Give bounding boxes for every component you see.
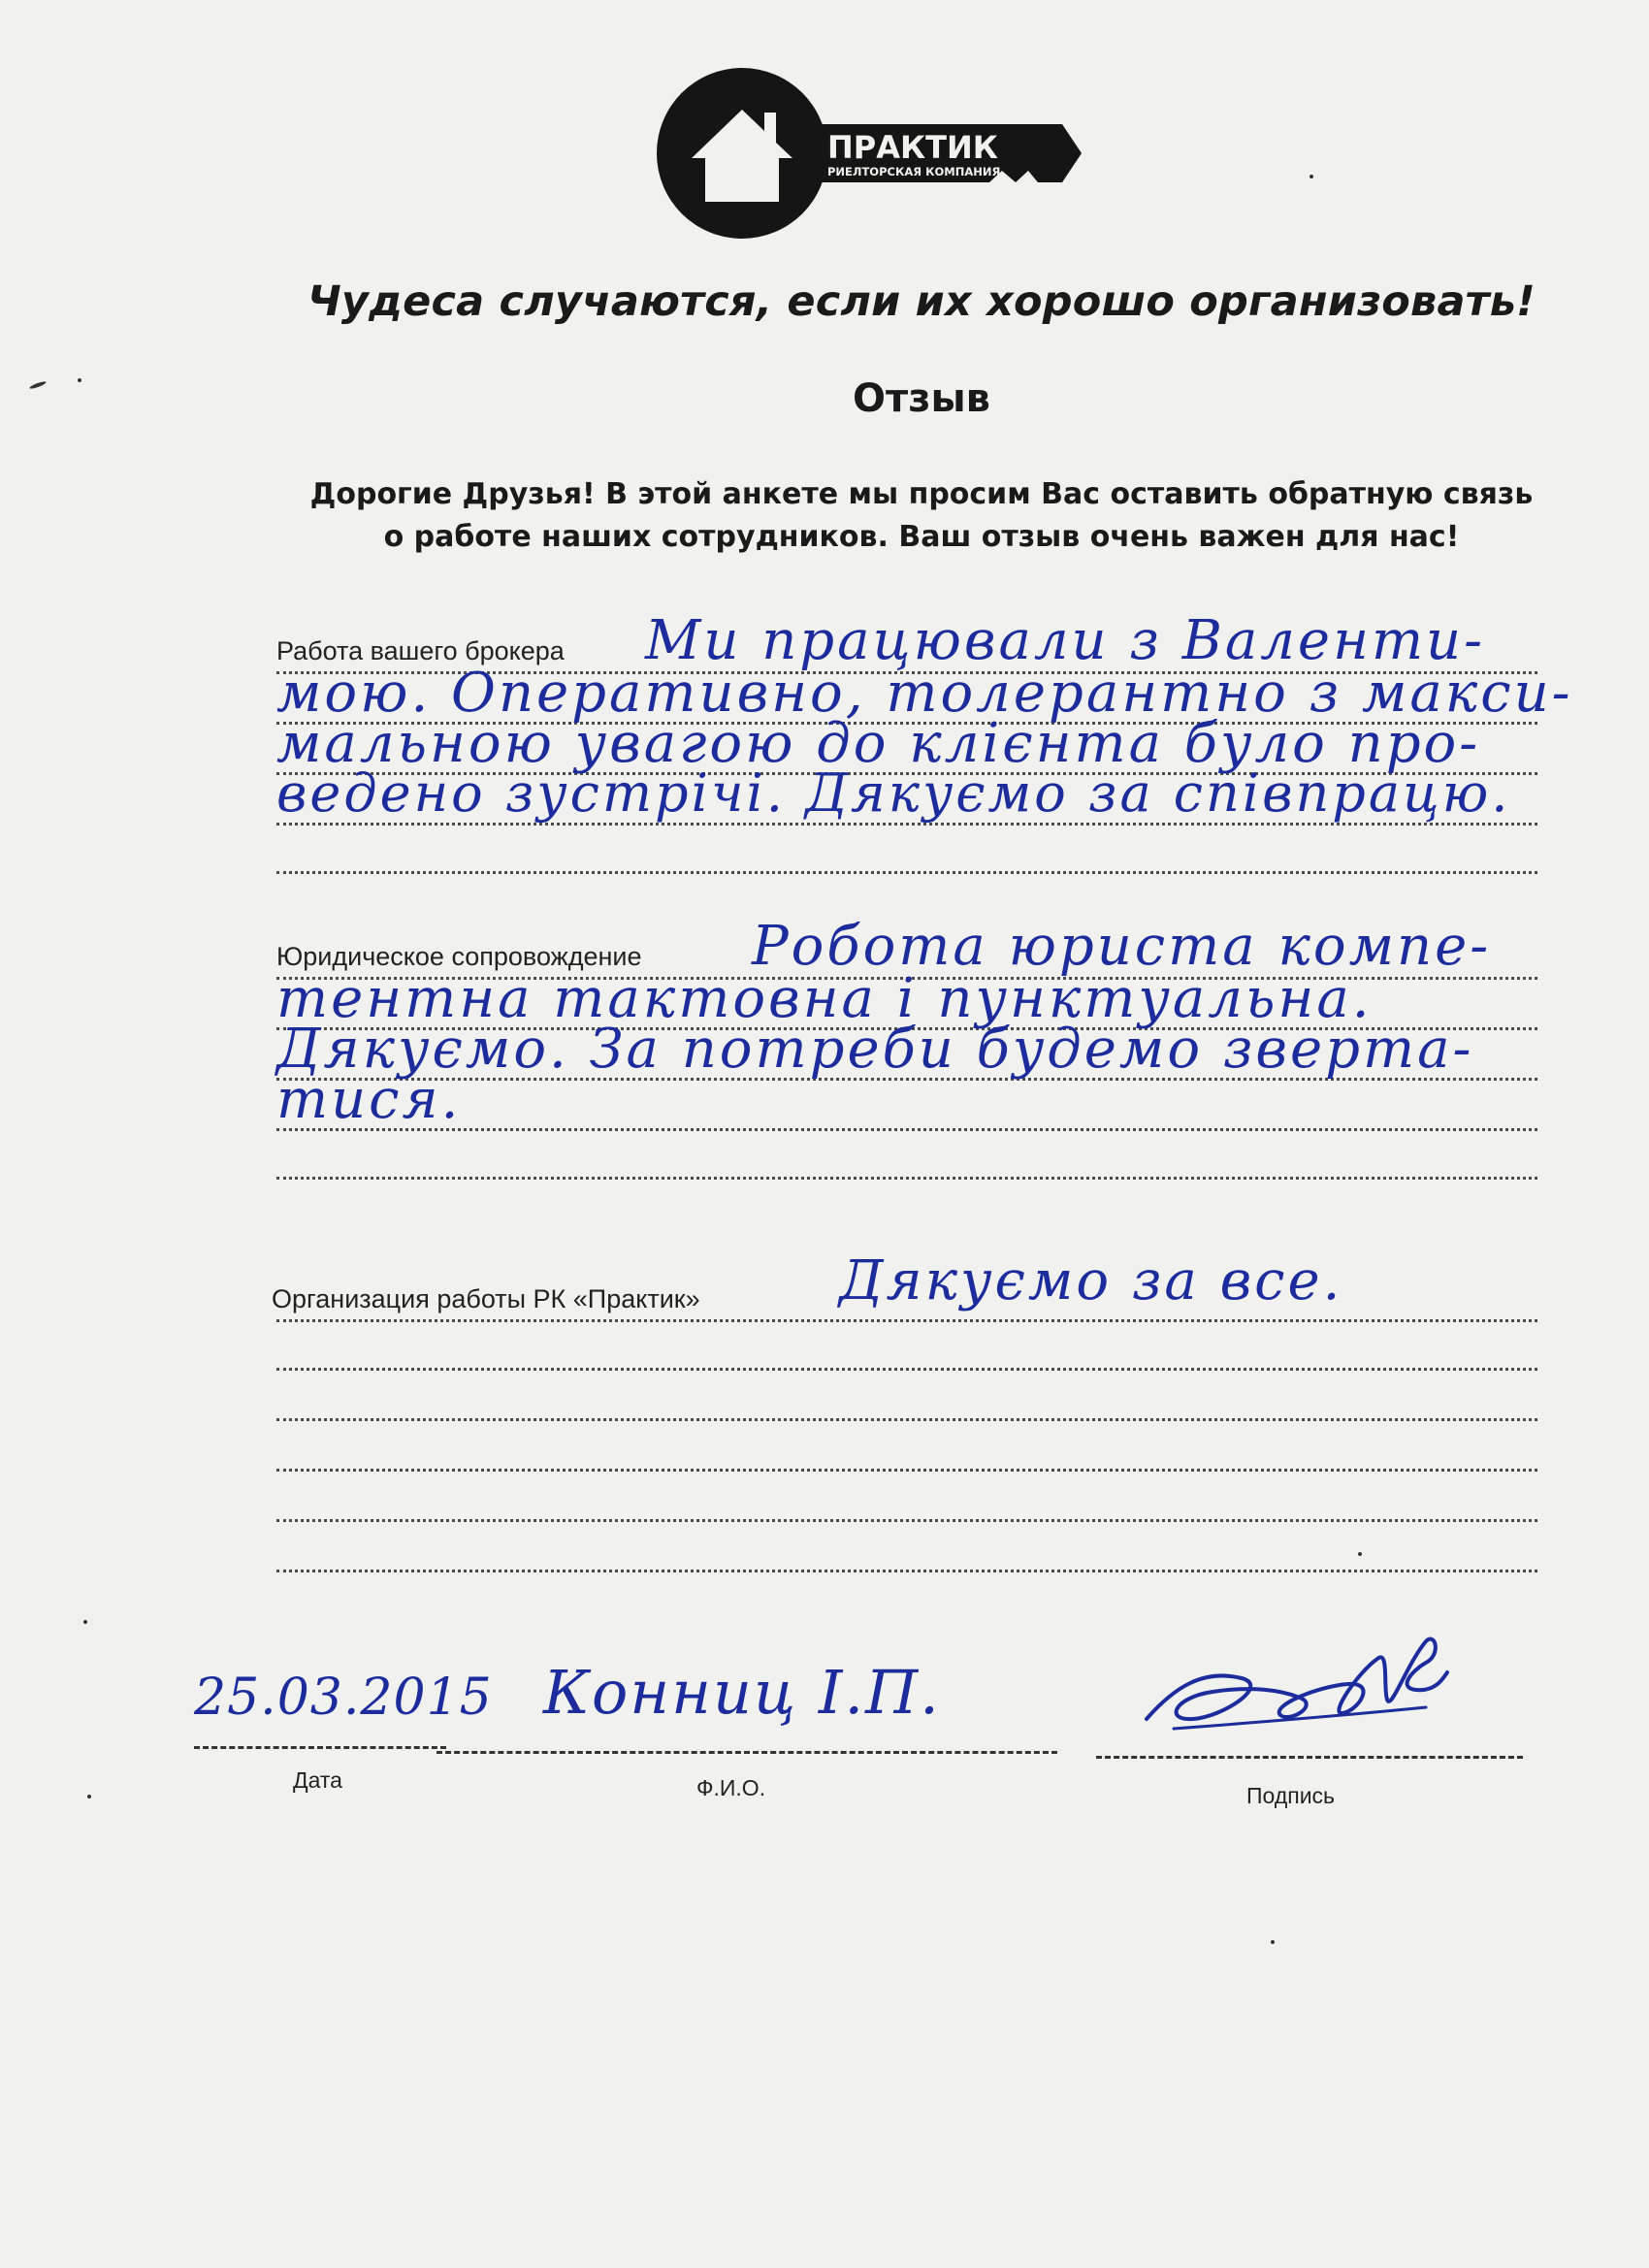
- broker-label: Работа вашего брокера: [276, 636, 570, 666]
- slogan: Чудеса случаются, если их хорошо организовать!: [307, 277, 1536, 326]
- legal-section: [276, 915, 1537, 1217]
- organization-label: Организация работы РК «Практик»: [272, 1284, 706, 1314]
- broker-answer-line-4[interactable]: ведено зустрічі. Дякуємо за співпрацю.: [276, 762, 1511, 824]
- date-label: Дата: [293, 1767, 342, 1793]
- legal-answer-line-4[interactable]: тися.: [276, 1068, 462, 1131]
- name-value[interactable]: Конниц І.П.: [543, 1657, 941, 1728]
- legal-answer-line-1[interactable]: Робота юриста компе-: [752, 915, 1492, 978]
- name-line: [436, 1751, 1057, 1754]
- signature-icon[interactable]: [1135, 1630, 1465, 1746]
- intro-line-2: о работе наших сотрудников. Ваш отзыв очень важен для нас!: [383, 520, 1460, 554]
- date-value[interactable]: 25.03.2015: [194, 1669, 493, 1727]
- legal-answer-line-3[interactable]: Дякуємо. За потреби будемо зверта-: [276, 1018, 1474, 1081]
- intro-line-1: Дорогие Друзья! В этой анкете мы просим Вас оставить обратную связь: [309, 477, 1534, 511]
- key-house-logo-icon: [655, 66, 1082, 241]
- broker-answer-line-1[interactable]: Ми працювали з Валенти-: [645, 609, 1486, 672]
- intro-text: [291, 473, 1552, 559]
- legal-label: Юридическое сопровождение: [276, 942, 648, 972]
- name-label: Ф.И.О.: [696, 1775, 766, 1800]
- logo-subtitle: РИЕЛТОРСКАЯ КОМПАНИЯ: [827, 165, 1001, 178]
- broker-answer-line-2[interactable]: мою. Оперативно, толерантно з макси-: [276, 662, 1573, 725]
- date-line: [194, 1746, 446, 1749]
- company-logo: [655, 66, 1082, 241]
- page-title: Отзыв: [853, 376, 990, 421]
- organization-answer-line-1[interactable]: Дякуємо за все.: [839, 1249, 1343, 1312]
- organization-section: [272, 1249, 1537, 1591]
- broker-answer-line-3[interactable]: мальною увагою до клієнта було про-: [276, 712, 1481, 775]
- legal-answer-line-2[interactable]: тентна тактовна і пунктуальна.: [276, 967, 1373, 1030]
- signature-label: Подпись: [1246, 1783, 1336, 1808]
- broker-section: [276, 609, 1573, 892]
- logo-name: ПРАКТИК: [827, 129, 998, 166]
- signature-line: [1096, 1756, 1523, 1759]
